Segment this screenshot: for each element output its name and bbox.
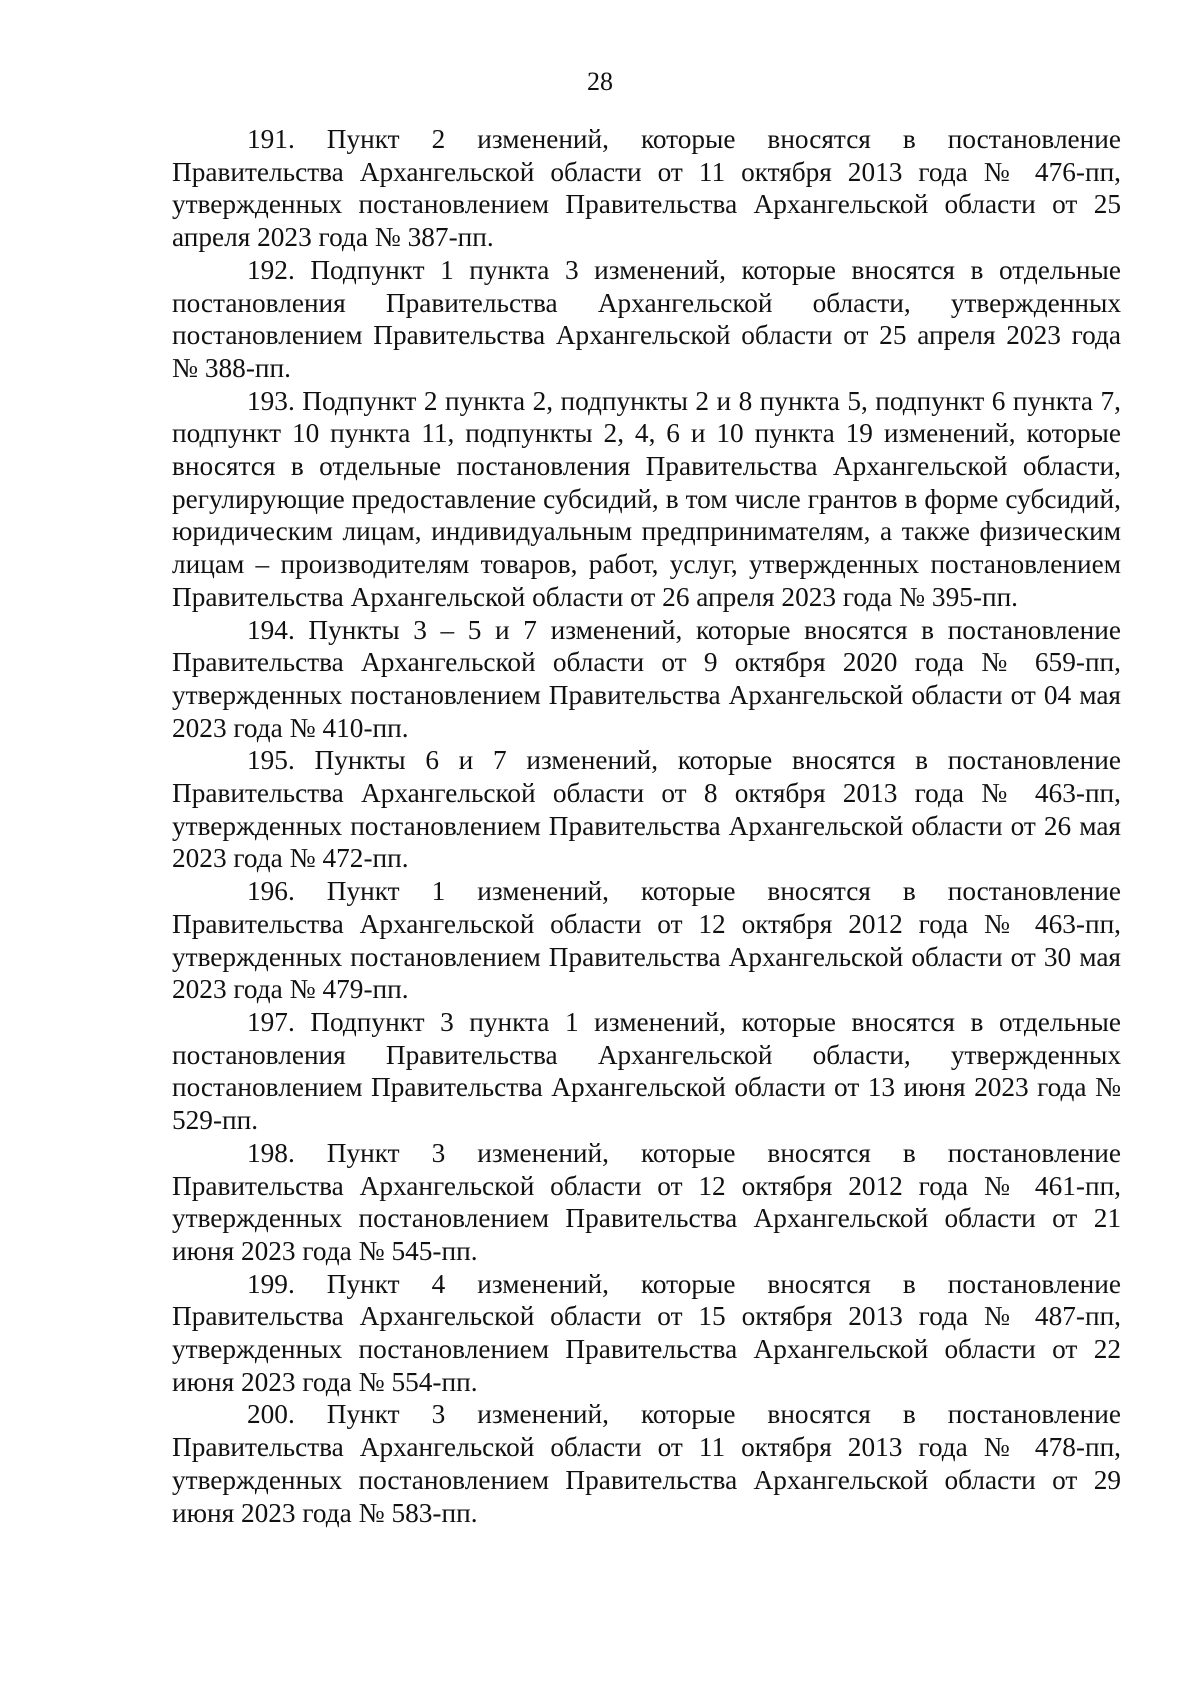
- list-item: [172, 875, 1121, 1006]
- list-item: [172, 1398, 1121, 1529]
- item-text: Пункт 4 изменений, которые вносятся в постановление Правительства Архангельской области от 15 октября 2013 года № 487-пп, утвержденных постановлением Правительства Архангельской области от 22 июня 2023 года № 554-пп.: [172, 1268, 1122, 1397]
- list-item: [172, 385, 1121, 614]
- item-number: 191.: [247, 124, 295, 154]
- item-text: Пункты 3 – 5 и 7 изменений, которые вносятся в постановление Правительства Архангельской области от 9 октября 2020 года № 659-пп, утвержденных постановлением Правительства Архангельской области от 04 мая 2023 года № 410-пп.: [172, 614, 1121, 743]
- list-item: [172, 614, 1121, 745]
- list-item: [172, 1006, 1121, 1137]
- item-text: Подпункт 1 пункта 3 изменений, которые вносятся в отдельные постановления Правительства Архангельской области, утвержденных постановлением Правительства Архангельской области от 25 апреля 2023 года № 388-пп.: [172, 254, 1121, 383]
- item-text: Пункт 3 изменений, которые вносятся в постановление Правительства Архангельской области от 11 октября 2013 года № 478-пп, утвержденных постановлением Правительства Архангельской области от 29 июня 2023 года № 583-пп.: [172, 1399, 1122, 1528]
- document-body: [172, 123, 1121, 1529]
- item-number: 198.: [247, 1137, 295, 1168]
- list-item: [172, 123, 1121, 254]
- item-number: 199.: [247, 1268, 295, 1299]
- list-item: [172, 1137, 1121, 1268]
- item-number: 192.: [247, 254, 295, 285]
- item-number: 193.: [247, 385, 295, 416]
- item-text: Подпункт 3 пункта 1 изменений, которые вносятся в отдельные постановления Правительства Архангельской области, утвержденных постановлением Правительства Архангельской области от 13 июня 2023 года № 529-пп.: [172, 1006, 1121, 1136]
- item-text: Пункт 2 изменений, которые вносятся в постановление Правительства Архангельской области от 11 октября 2013 года № 476-пп, утвержденных постановлением Правительства Архангельской области от 25 апреля 2023 года № 387-пп.: [172, 124, 1122, 253]
- item-number: 195.: [247, 745, 295, 776]
- item-number: 196.: [247, 876, 295, 907]
- item-number: 197.: [247, 1006, 295, 1037]
- item-text: Пункты 6 и 7 изменений, которые вносятся в постановление Правительства Архангельской области от 8 октября 2013 года № 463-пп, утвержденных постановлением Правительства Архангельской области от 26 мая 2023 года № 472-пп.: [172, 745, 1121, 874]
- list-item: [172, 254, 1121, 385]
- item-text: Пункт 3 изменений, которые вносятся в постановление Правительства Архангельской области от 12 октября 2012 года № 461-пп, утвержденных постановлением Правительства Архангельской области от 21 июня 2023 года № 545-пп.: [172, 1137, 1122, 1266]
- list-item: [172, 744, 1121, 875]
- item-text: Пункт 1 изменений, которые вносятся в постановление Правительства Архангельской области от 12 октября 2012 года № 463-пп, утвержденных постановлением Правительства Архангельской области от 30 мая 2023 года № 479-пп.: [172, 876, 1122, 1005]
- item-number: 200.: [247, 1399, 295, 1430]
- page-number: 28: [587, 67, 613, 96]
- item-number: 194.: [247, 614, 295, 645]
- item-text: Подпункт 2 пункта 2, подпункты 2 и 8 пункта 5, подпункт 6 пункта 7, подпункт 10 пункта 11, подпункты 2, 4, 6 и 10 пункта 19 изменений, которые вносятся в отдельные постановления Правительства Архангельской области, регулирующие предоставление субсидий, в том числе грантов в форме субсидий, юридическим лицам, индивидуальным предпринимателям, а также физическим лицам – производителям товаров, работ, услуг, утвержденных постановлением Правительства Архангельской области от 26 апреля 2023 года № 395-пп.: [172, 385, 1121, 612]
- list-item: [172, 1268, 1121, 1399]
